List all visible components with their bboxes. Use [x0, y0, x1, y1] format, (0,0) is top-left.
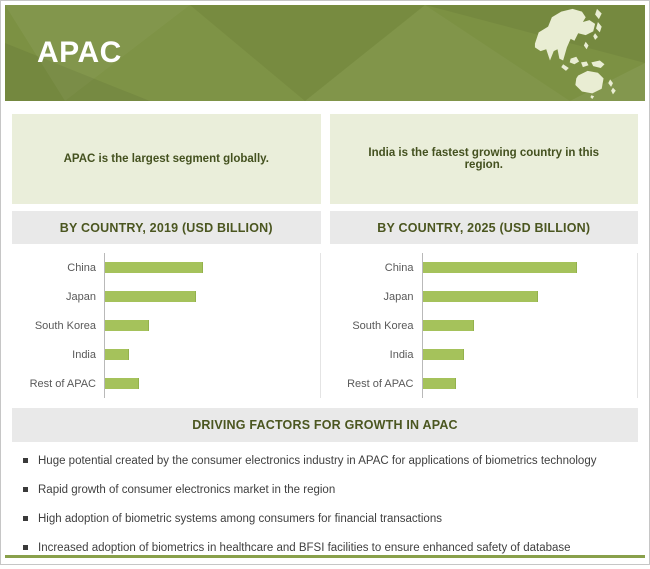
chart-row: [12, 311, 321, 340]
bullet-square-icon: [23, 487, 28, 492]
bar-china: [423, 262, 577, 273]
chart-title-2019: BY COUNTRY, 2019 (USD BILLION): [12, 211, 321, 244]
category-label: India: [389, 348, 414, 361]
driving-factor-text: Huge potential created by the consumer electronics industry in APAC for applications of biometrics technology: [38, 455, 597, 467]
bar-india: [423, 349, 465, 360]
highlight-apac-largest: APAC is the largest segment globally.: [12, 114, 321, 204]
bar-rest-of-apac: [423, 378, 456, 389]
bar-track: [104, 311, 321, 340]
bar-track: [422, 253, 639, 282]
driving-factor-text: High adoption of biometric systems among consumers for financial transactions: [38, 513, 442, 525]
category-label: Rest of APAC: [29, 377, 96, 390]
driving-factor-text: Increased adoption of biometrics in healthcare and BFSI facilities to ensure enhanced safety of database: [38, 542, 571, 554]
bar-track: [422, 311, 639, 340]
chart-row: [12, 282, 321, 311]
highlight-india-fastest: India is the fastest growing country in this region.: [330, 114, 639, 204]
asia-pacific-map-icon: [529, 6, 633, 100]
page-title: APAC: [37, 36, 122, 69]
category-label: China: [67, 261, 96, 274]
category-label: India: [72, 348, 96, 361]
bar-china: [105, 262, 203, 273]
chart-row: [330, 282, 639, 311]
chart-title-2025: BY COUNTRY, 2025 (USD BILLION): [330, 211, 639, 244]
bar-track: [104, 340, 321, 369]
driving-factor-item: [17, 540, 633, 556]
bar-track: [422, 340, 639, 369]
driving-factors-title: DRIVING FACTORS FOR GROWTH IN APAC: [12, 408, 638, 442]
chart-row: [330, 369, 639, 398]
region-header-banner: [5, 5, 645, 101]
chart-row: [12, 369, 321, 398]
bar-track: [104, 253, 321, 282]
chart-row: [330, 340, 639, 369]
bar-track: [422, 369, 639, 398]
driving-factor-text: Rapid growth of consumer electronics market in the region: [38, 484, 336, 496]
bullet-square-icon: [23, 516, 28, 521]
bar-south-korea: [105, 320, 149, 331]
driving-factors-list: [17, 453, 633, 569]
chart-row: [330, 311, 639, 340]
bar-track: [104, 369, 321, 398]
bar-japan: [105, 291, 196, 302]
driving-factor-item: [17, 511, 633, 527]
bar-japan: [423, 291, 538, 302]
bullet-square-icon: [23, 458, 28, 463]
bar-track: [104, 282, 321, 311]
category-label: Japan: [383, 290, 414, 303]
bar-rest-of-apac: [105, 378, 139, 389]
bar-chart-2019: [12, 248, 321, 401]
category-label: China: [384, 261, 414, 274]
chart-row: [12, 253, 321, 282]
category-label: Japan: [66, 290, 96, 303]
bar-south-korea: [423, 320, 475, 331]
bottom-divider: [5, 555, 645, 558]
bar-india: [105, 349, 129, 360]
chart-headers-row: [12, 211, 638, 244]
category-label: Rest of APAC: [347, 377, 414, 390]
bar-track: [422, 282, 639, 311]
chart-row: [12, 340, 321, 369]
driving-factor-item: [17, 453, 633, 469]
category-label: South Korea: [34, 319, 96, 332]
bar-chart-2025: [330, 248, 639, 401]
category-label: South Korea: [352, 319, 414, 332]
charts-row: [12, 248, 638, 401]
chart-row: [330, 253, 639, 282]
highlights-row: [12, 114, 638, 204]
bullet-square-icon: [23, 545, 28, 550]
driving-factor-item: [17, 482, 633, 498]
